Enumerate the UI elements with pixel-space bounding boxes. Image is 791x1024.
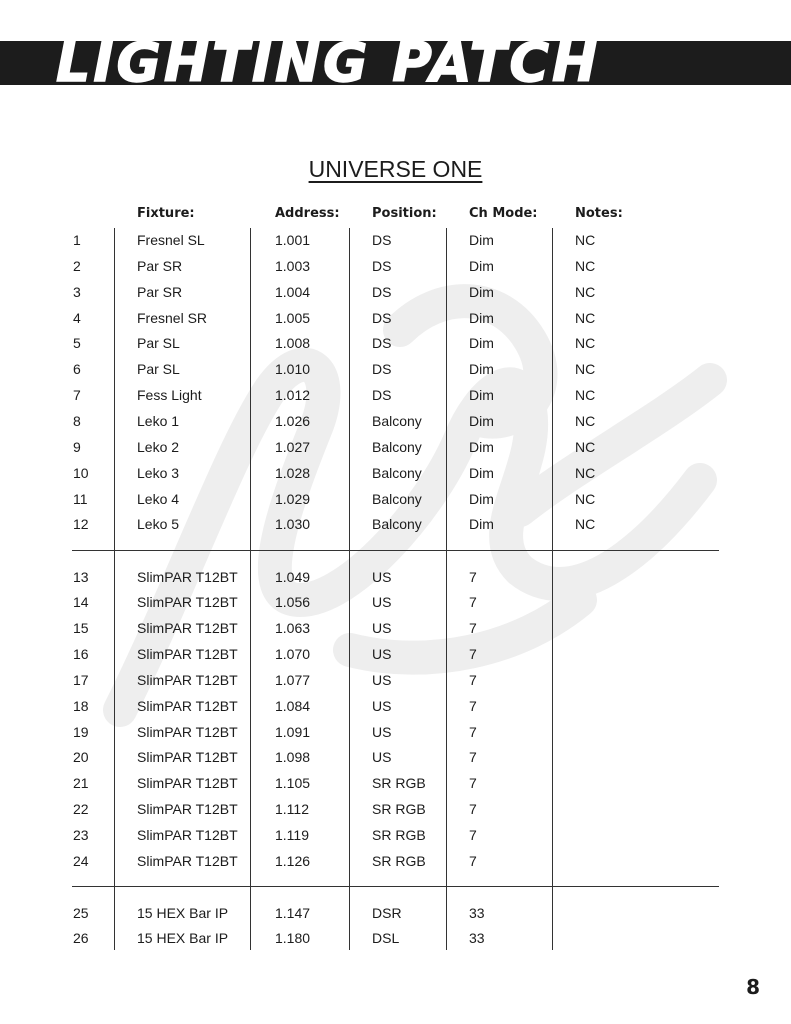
mode-cell: 7 — [469, 620, 477, 637]
position-cell: SR RGB — [372, 852, 426, 869]
fixture-cell: SlimPAR T12BT — [137, 852, 238, 869]
address-cell: 1.063 — [275, 620, 311, 637]
column-divider — [446, 228, 447, 950]
universe-title: UNIVERSE ONE — [308, 156, 483, 182]
fixture-cell: Fresnel SR — [137, 309, 208, 326]
mode-cell: 7 — [469, 697, 477, 714]
row-number: 15 — [73, 620, 89, 637]
mode-cell: 7 — [469, 568, 477, 585]
address-cell: 1.091 — [275, 723, 311, 740]
fixture-cell: Leko 1 — [137, 412, 180, 429]
address-cell: 1.070 — [275, 646, 311, 663]
column-divider — [552, 228, 553, 950]
mode-cell: Dim — [469, 309, 494, 326]
address-cell: 1.126 — [275, 852, 311, 869]
address-cell: 1.105 — [275, 775, 311, 792]
address-cell: 1.119 — [275, 827, 309, 843]
row-number: 5 — [73, 335, 81, 352]
mode-cell: 7 — [469, 671, 477, 688]
fixture-cell: SlimPAR T12BT — [137, 801, 238, 818]
address-cell: 1.056 — [275, 594, 311, 611]
mode-cell: 7 — [469, 827, 477, 843]
position-cell: SR RGB — [372, 775, 426, 792]
fixture-cell: Par SR — [137, 283, 183, 300]
notes-cell: NC — [575, 232, 596, 248]
address-cell: 1.028 — [275, 464, 311, 481]
position-cell: US — [372, 749, 392, 766]
row-number: 22 — [73, 801, 89, 818]
position-cell: SR RGB — [372, 827, 426, 843]
position-cell: US — [372, 697, 392, 714]
mode-cell: 7 — [469, 646, 477, 663]
row-number: 11 — [73, 490, 88, 507]
notes-cell: NC — [575, 387, 596, 404]
notes-cell: NC — [575, 438, 596, 455]
row-number: 21 — [73, 775, 89, 792]
notes-cell: NC — [575, 412, 596, 429]
row-number: 12 — [73, 516, 89, 533]
page-number: 8 — [746, 975, 760, 999]
notes-cell: NC — [575, 309, 596, 326]
address-cell: 1.030 — [275, 516, 311, 533]
address-cell: 1.112 — [275, 801, 309, 818]
fixture-cell: Par SL — [137, 361, 180, 378]
mode-cell: 7 — [469, 852, 477, 869]
row-number: 7 — [73, 387, 81, 404]
row-number: 18 — [73, 697, 89, 714]
mode-cell: 7 — [469, 594, 477, 611]
position-cell: Balcony — [372, 490, 422, 507]
position-cell: US — [372, 723, 392, 740]
address-cell: 1.012 — [275, 387, 311, 404]
position-cell: DS — [372, 283, 392, 300]
fixture-cell: Leko 4 — [137, 490, 180, 507]
fixture-cell: SlimPAR T12BT — [137, 775, 238, 792]
position-cell: DS — [372, 232, 392, 248]
position-cell: US — [372, 671, 392, 688]
fixture-cell: 15 HEX Bar IP — [137, 930, 229, 947]
column-divider — [114, 228, 115, 950]
column-header: Ch Mode: — [469, 206, 538, 221]
notes-cell: NC — [575, 283, 596, 300]
row-number: 25 — [73, 904, 89, 921]
column-divider — [349, 228, 350, 950]
mode-cell: Dim — [469, 516, 494, 533]
mode-cell: Dim — [469, 464, 494, 481]
column-header: Fixture: — [137, 206, 195, 221]
mode-cell: 7 — [469, 723, 477, 740]
position-cell: DSR — [372, 904, 402, 921]
row-number: 16 — [73, 646, 89, 663]
column-header: Position: — [372, 206, 437, 221]
row-number: 8 — [73, 412, 81, 429]
column-header: Address: — [275, 206, 340, 221]
position-cell: DS — [372, 335, 392, 352]
fixture-cell: SlimPAR T12BT — [137, 671, 238, 688]
row-number: 4 — [73, 309, 81, 326]
row-number: 9 — [73, 438, 81, 455]
group-separator — [72, 550, 719, 551]
position-cell: DS — [372, 257, 392, 274]
position-cell: DS — [372, 309, 392, 326]
mode-cell: Dim — [469, 361, 494, 378]
notes-cell: NC — [575, 464, 596, 481]
fixture-cell: SlimPAR T12BT — [137, 620, 238, 637]
notes-cell: NC — [575, 490, 596, 507]
notes-cell: NC — [575, 516, 596, 533]
group-separator — [72, 886, 719, 887]
address-cell: 1.005 — [275, 309, 311, 326]
fixture-cell: SlimPAR T12BT — [137, 723, 238, 740]
row-number: 3 — [73, 283, 81, 300]
mode-cell: Dim — [469, 232, 494, 248]
address-cell: 1.010 — [275, 361, 311, 378]
position-cell: US — [372, 594, 392, 611]
fixture-cell: Fresnel SL — [137, 232, 205, 248]
mode-cell: Dim — [469, 257, 494, 274]
mode-cell: 7 — [469, 801, 477, 818]
row-number: 10 — [73, 464, 89, 481]
position-cell: US — [372, 646, 392, 663]
address-cell: 1.147 — [275, 904, 311, 921]
mode-cell: Dim — [469, 412, 494, 429]
row-number: 23 — [73, 827, 89, 843]
position-cell: DSL — [372, 930, 400, 947]
fixture-cell: Leko 2 — [137, 438, 180, 455]
row-number: 20 — [73, 749, 89, 766]
column-header: Notes: — [575, 206, 623, 221]
address-cell: 1.003 — [275, 257, 311, 274]
row-number: 14 — [73, 594, 89, 611]
fixture-cell: Par SL — [137, 335, 180, 352]
column-divider — [250, 228, 251, 950]
page-title: LIGHTING PATCH — [56, 31, 601, 94]
row-number: 17 — [73, 671, 89, 688]
address-cell: 1.008 — [275, 335, 311, 352]
mode-cell: 33 — [469, 930, 485, 947]
mode-cell: Dim — [469, 335, 494, 352]
position-cell: US — [372, 620, 392, 637]
fixture-cell: SlimPAR T12BT — [137, 568, 238, 585]
position-cell: Balcony — [372, 412, 422, 429]
position-cell: Balcony — [372, 516, 422, 533]
fixture-cell: SlimPAR T12BT — [137, 646, 238, 663]
row-number: 24 — [73, 852, 89, 869]
fixture-cell: SlimPAR T12BT — [137, 697, 238, 714]
fixture-cell: Leko 3 — [137, 464, 180, 481]
mode-cell: Dim — [469, 283, 494, 300]
address-cell: 1.049 — [275, 568, 311, 585]
notes-cell: NC — [575, 335, 596, 352]
mode-cell: 7 — [469, 749, 477, 766]
fixture-cell: Leko 5 — [137, 516, 180, 533]
position-cell: DS — [372, 361, 392, 378]
mode-cell: Dim — [469, 490, 494, 507]
position-cell: Balcony — [372, 464, 422, 481]
row-number: 2 — [73, 257, 81, 274]
address-cell: 1.029 — [275, 490, 311, 507]
fixture-cell: SlimPAR T12BT — [137, 827, 238, 843]
address-cell: 1.084 — [275, 697, 311, 714]
fixture-cell: SlimPAR T12BT — [137, 594, 238, 611]
row-number: 6 — [73, 361, 81, 378]
mode-cell: Dim — [469, 387, 494, 404]
fixture-cell: SlimPAR T12BT — [137, 749, 238, 766]
fixture-cell: Fess Light — [137, 387, 202, 404]
row-number: 26 — [73, 930, 89, 947]
row-number: 19 — [73, 723, 89, 740]
notes-cell: NC — [575, 361, 596, 378]
address-cell: 1.027 — [275, 438, 311, 455]
address-cell: 1.026 — [275, 412, 311, 429]
position-cell: SR RGB — [372, 801, 426, 818]
address-cell: 1.004 — [275, 283, 311, 300]
address-cell: 1.180 — [275, 930, 311, 947]
notes-cell: NC — [575, 257, 596, 274]
position-cell: DS — [372, 387, 392, 404]
row-number: 13 — [73, 568, 89, 585]
address-cell: 1.001 — [275, 232, 311, 248]
position-cell: Balcony — [372, 438, 422, 455]
address-cell: 1.077 — [275, 671, 311, 688]
row-number: 1 — [73, 232, 81, 248]
mode-cell: Dim — [469, 438, 494, 455]
mode-cell: 33 — [469, 904, 485, 921]
fixture-cell: Par SR — [137, 257, 183, 274]
fixture-cell: 15 HEX Bar IP — [137, 904, 229, 921]
mode-cell: 7 — [469, 775, 477, 792]
address-cell: 1.098 — [275, 749, 311, 766]
position-cell: US — [372, 568, 392, 585]
